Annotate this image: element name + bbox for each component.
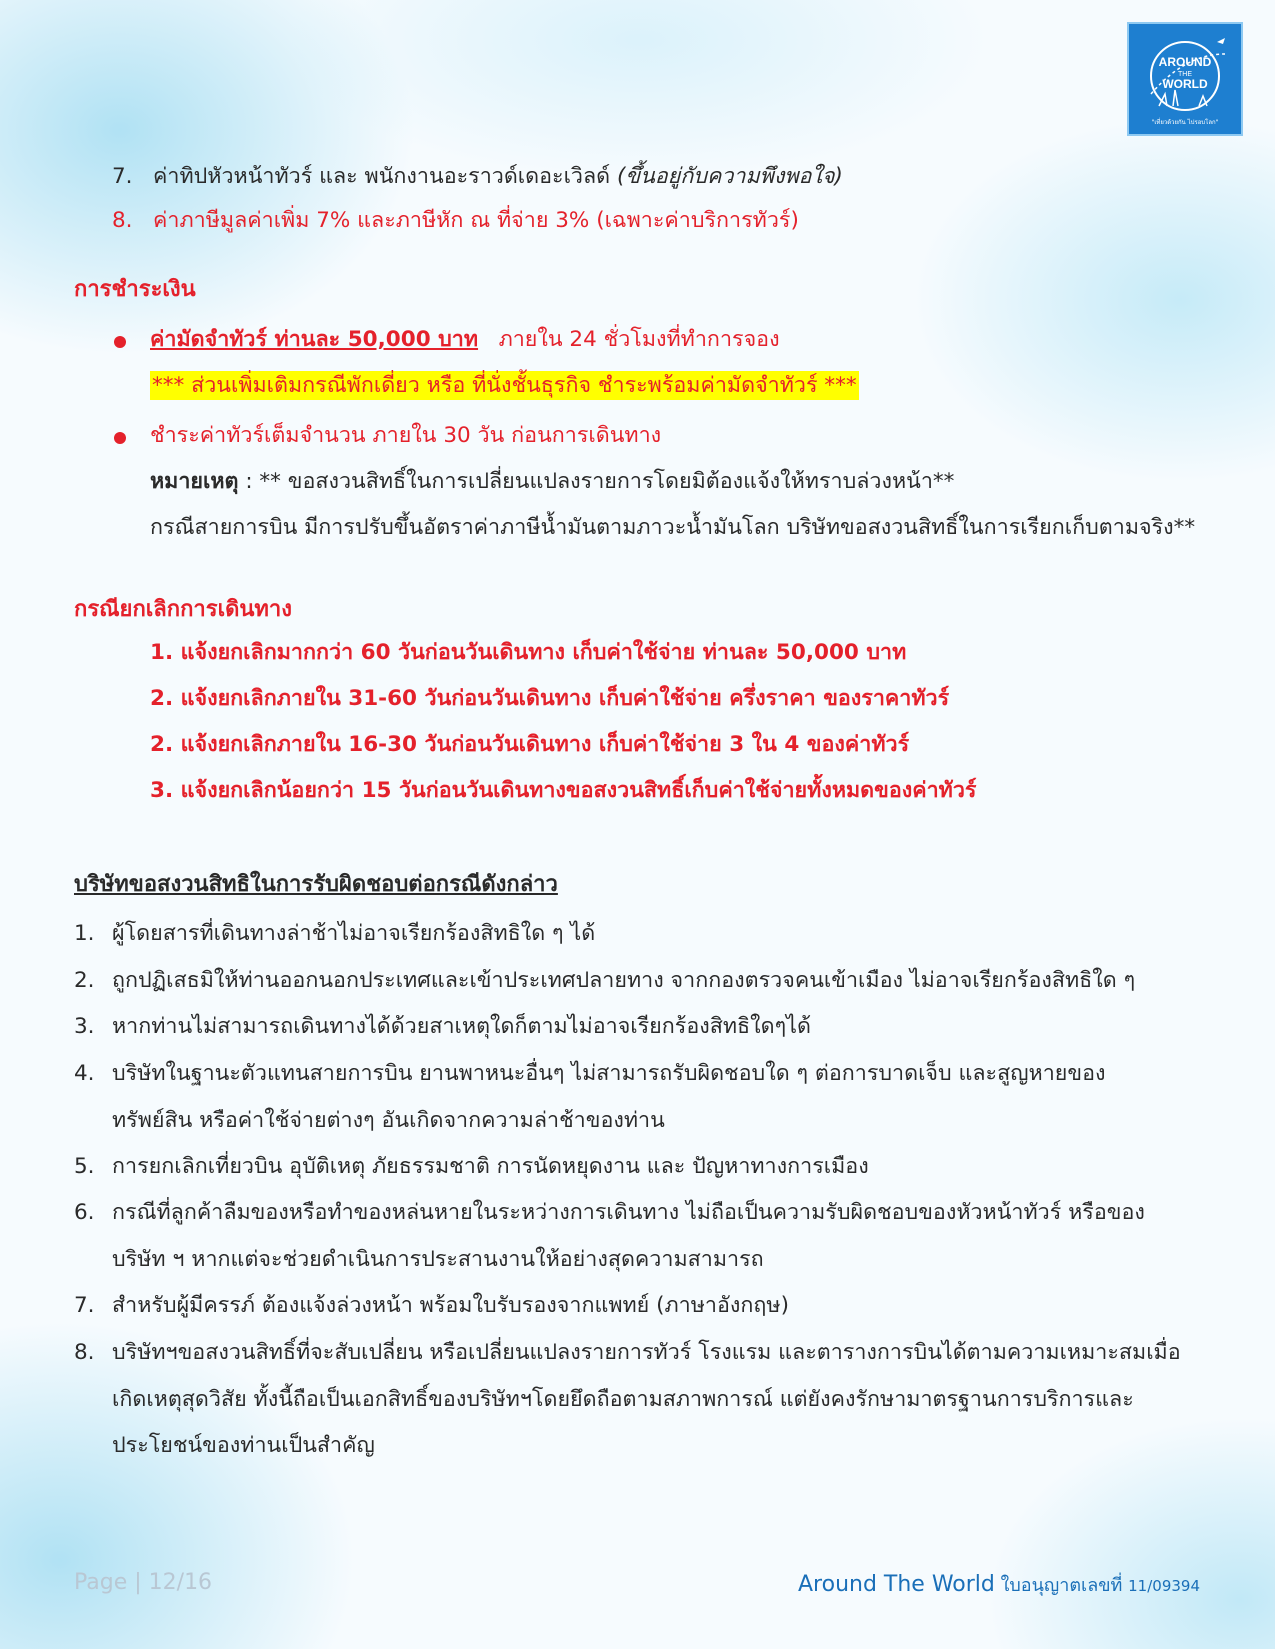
page-number: Page | 12/16 bbox=[74, 1570, 213, 1595]
liability-number: 8. bbox=[74, 1340, 95, 1365]
liability-number: 2. bbox=[74, 968, 95, 993]
footer-license-number: 11/09394 bbox=[1128, 1577, 1200, 1595]
liability-text: ทรัพย์สิน หรือค่าใช้จ่ายต่างๆ อันเกิดจากความล่าช้าของท่าน bbox=[112, 1108, 665, 1133]
deposit-line bbox=[150, 325, 780, 355]
liability-text: บริษัท ฯ หากแต่จะช่วยดำเนินการประสานงานให้อย่างสุดความสามารถ bbox=[112, 1247, 764, 1272]
cancellation-item: 1. แจ้งยกเลิกมากกว่า 60 วันก่อนวันเดินทาง เก็บค่าใช้จ่าย ท่านละ 50,000 บาท bbox=[150, 640, 907, 665]
liability-text: ผู้โดยสารที่เดินทางล่าช้าไม่อาจเรียกร้องสิทธิใด ๆ ได้ bbox=[112, 921, 596, 946]
logo-text-the: THE bbox=[1178, 71, 1192, 78]
logo-text-around: AROUND bbox=[1158, 55, 1212, 69]
deposit-label: ค่ามัดจำทัวร์ ท่านละ 50,000 บาท bbox=[150, 327, 479, 352]
item-text: ค่าทิปหัวหน้าทัวร์ และ พนักงานอะราวด์เดอะเวิลด์ bbox=[153, 164, 617, 189]
liability-number: 1. bbox=[74, 921, 95, 946]
item-text: ค่าภาษีมูลค่าเพิ่ม 7% และภาษีหัก ณ ที่จ่าย 3% (เฉพาะค่าบริการทัวร์) bbox=[153, 208, 799, 233]
logo-graphic bbox=[1129, 24, 1241, 134]
liability-text: การยกเลิกเที่ยวบิน อุบัติเหตุ ภัยธรรมชาติ การนัดหยุดงาน และ ปัญหาทางการเมือง bbox=[112, 1154, 869, 1179]
cancellation-item: 2. แจ้งยกเลิกภายใน 16-30 วันก่อนวันเดินทาง เก็บค่าใช้จ่าย 3 ใน 4 ของค่าทัวร์ bbox=[150, 732, 910, 757]
cancellation-item: 3. แจ้งยกเลิกน้อยกว่า 15 วันก่อนวันเดินทางขอสงวนสิทธิ์เก็บค่าใช้จ่ายทั้งหมดของค่าทัวร์ bbox=[150, 778, 977, 803]
footer-license-label: ใบอนุญาตเลขที่ bbox=[994, 1575, 1129, 1596]
deposit-note: ภายใน 24 ชั่วโมงที่ทำการจอง bbox=[498, 327, 780, 352]
footer-license bbox=[798, 1570, 1200, 1599]
liability-heading: บริษัทขอสงวนสิทธิในการรับผิดชอบต่อกรณีดังกล่าว bbox=[74, 872, 558, 897]
liability-text: ประโยชน์ของท่านเป็นสำคัญ bbox=[112, 1433, 375, 1458]
remark-text: : ** ขอสงวนสิทธิ์ในการเปลี่ยนแปลงรายการโดยมิต้องแจ้งให้ทราบล่วงหน้า** bbox=[238, 469, 955, 494]
item-note: (ขึ้นอยู่กับความพึงพอใจ) bbox=[616, 164, 843, 189]
liability-number: 4. bbox=[74, 1061, 95, 1086]
company-logo bbox=[1127, 22, 1243, 136]
remark-label: หมายเหตุ bbox=[150, 469, 239, 494]
logo-tagline: "เที่ยวด้วยกัน ไปรอบโลก" bbox=[1151, 119, 1219, 126]
item-number: 7. bbox=[112, 164, 133, 189]
cancellation-heading: กรณียกเลิกการเดินทาง bbox=[74, 597, 293, 622]
liability-text: บริษัทฯขอสงวนสิทธิ์ที่จะสับเปลี่ยน หรือเปลี่ยนแปลงรายการทัวร์ โรงแรม และตารางการบินได้ตามความเหมาะสมเมื่อ bbox=[112, 1340, 1181, 1365]
liability-text: กรณีที่ลูกค้าลืมของหรือทำของหล่นหายในระหว่างการเดินทาง ไม่ถือเป็นความรับผิดชอบของหัวหน้าทัวร์ หรือของ bbox=[112, 1200, 1145, 1225]
liability-text: สำหรับผู้มีครรภ์ ต้องแจ้งล่วงหน้า พร้อมใบรับรองจากแพทย์ (ภาษาอังกฤษ) bbox=[112, 1293, 789, 1318]
inclusion-item-7 bbox=[112, 162, 843, 192]
remark-line-2: กรณีสายการบิน มีการปรับขึ้นอัตราค่าภาษีน้ำมันตามภาวะน้ำมันโลก บริษัทขอสงวนสิทธิ์ในการเรียกเก็บตามจริง** bbox=[150, 515, 1196, 540]
liability-text: เกิดเหตุสุดวิสัย ทั้งนี้ถือเป็นเอกสิทธิ์ของบริษัทฯโดยยึดถือตามสภาพการณ์ แต่ยังคงรักษามาตรฐานการบริการและ bbox=[112, 1387, 1134, 1412]
payment-heading: การชำระเงิน bbox=[74, 277, 196, 302]
surcharge-highlight bbox=[150, 371, 859, 401]
logo-text-world: WORLD bbox=[1162, 77, 1208, 91]
inclusion-item-8 bbox=[112, 206, 799, 236]
remark-line bbox=[150, 467, 954, 497]
item-number: 8. bbox=[112, 208, 133, 233]
liability-number: 6. bbox=[74, 1200, 95, 1225]
liability-number: 3. bbox=[74, 1014, 95, 1039]
liability-number: 7. bbox=[74, 1293, 95, 1318]
bullet-icon bbox=[114, 432, 126, 444]
bullet-icon bbox=[114, 336, 126, 348]
footer-brand: Around The World bbox=[798, 1572, 995, 1597]
liability-text: บริษัทในฐานะตัวแทนสายการบิน ยานพาหนะอื่นๆ ไม่สามารถรับผิดชอบใด ๆ ต่อการบาดเจ็บ และสูญหายของ bbox=[112, 1061, 1106, 1086]
liability-text: หากท่านไม่สามารถเดินทางได้ด้วยสาเหตุใดก็ตามไม่อาจเรียกร้องสิทธิใดๆได้ bbox=[112, 1014, 811, 1039]
liability-number: 5. bbox=[74, 1154, 95, 1179]
full-payment-line: ชำระค่าทัวร์เต็มจำนวน ภายใน 30 วัน ก่อนการเดินทาง bbox=[150, 423, 662, 448]
highlight-text: *** ส่วนเพิ่มเติมกรณีพักเดี่ยว หรือ ที่นั่งชั้นธุรกิจ ชำระพร้อมค่ามัดจำทัวร์ *** bbox=[152, 373, 857, 398]
liability-text: ถูกปฏิเสธมิให้ท่านออกนอกประเทศและเข้าประเทศปลายทาง จากกองตรวจคนเข้าเมือง ไม่อาจเรียกร้องสิทธิใด ๆ bbox=[112, 968, 1136, 993]
cancellation-item: 2. แจ้งยกเลิกภายใน 31-60 วันก่อนวันเดินทาง เก็บค่าใช้จ่าย ครึ่งราคา ของราคาทัวร์ bbox=[150, 686, 950, 711]
